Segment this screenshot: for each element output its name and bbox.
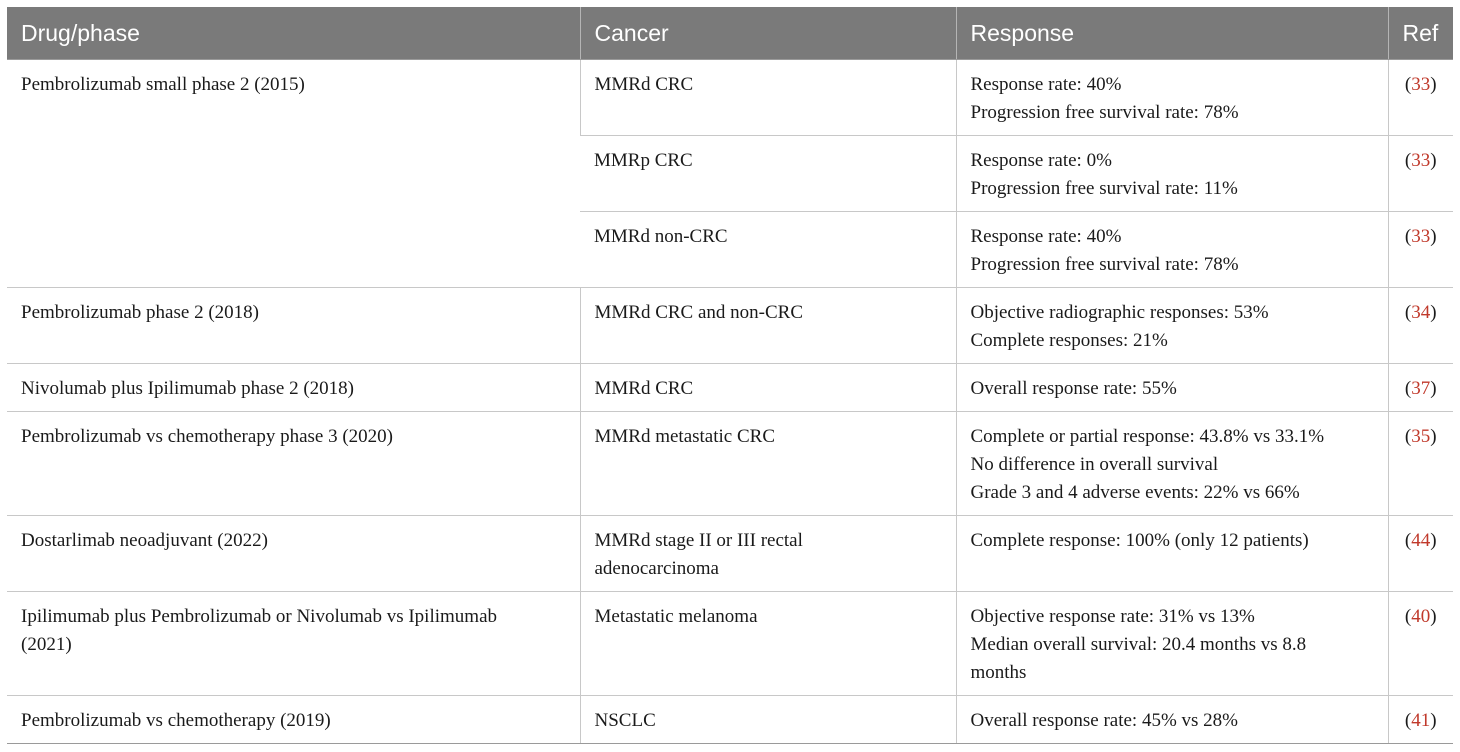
cancer-cell: MMRd CRC (580, 364, 956, 412)
response-cell (956, 592, 1388, 696)
table-row (7, 516, 1453, 592)
ref-link[interactable]: 44 (1411, 530, 1431, 551)
cancer-cell: NSCLC (580, 696, 956, 744)
ref-cell: (37) (1388, 364, 1453, 412)
response-line: Complete responses: 21% (970, 330, 1168, 351)
cancer-cell: MMRd CRC and non-CRC (580, 288, 956, 364)
ref-cell: (34) (1388, 288, 1453, 364)
cancer-cell: MMRd CRC (580, 60, 956, 136)
drug-cell: Pembrolizumab vs chemotherapy phase 3 (2020) (7, 412, 580, 516)
ref-cell: (33) (1388, 60, 1453, 136)
ref-link[interactable]: 35 (1411, 426, 1431, 447)
table-row (7, 60, 1453, 136)
response-cell (956, 60, 1388, 136)
ref-cell: (33) (1388, 212, 1453, 288)
response-line: Response rate: 0% (970, 150, 1112, 171)
ref-link[interactable]: 33 (1411, 150, 1431, 171)
drug-cell: Pembrolizumab vs chemotherapy (2019) (7, 696, 580, 744)
cancer-cell: MMRd non-CRC (580, 212, 956, 288)
table-row (7, 696, 1453, 744)
table-row (7, 288, 1453, 364)
cancer-cell: Metastatic melanoma (580, 592, 956, 696)
table-row (7, 592, 1453, 696)
ref-link[interactable]: 33 (1411, 226, 1431, 247)
ref-cell: (40) (1388, 592, 1453, 696)
response-cell (956, 516, 1388, 592)
drug-line: Ipilimumab plus Pembrolizumab or Nivolumab vs Ipilimumab (21, 606, 498, 627)
response-line: Progression free survival rate: 78% (970, 102, 1239, 123)
drug-cell (7, 592, 580, 696)
cancer-cell: MMRp CRC (580, 136, 956, 212)
response-cell (956, 288, 1388, 364)
response-line: Grade 3 and 4 adverse events: 22% vs 66% (970, 482, 1300, 503)
header-drug-phase: Drug/phase (7, 7, 580, 60)
response-line: Objective response rate: 31% vs 13% (970, 606, 1255, 627)
response-line: Overall response rate: 55% (970, 378, 1177, 399)
drug-line: (2021) (21, 634, 72, 655)
response-cell (956, 696, 1388, 744)
response-line: Response rate: 40% (970, 74, 1122, 95)
header-ref: Ref (1388, 7, 1453, 60)
ref-link[interactable]: 34 (1411, 302, 1431, 323)
header-response: Response (956, 7, 1388, 60)
response-line: Objective radiographic responses: 53% (970, 302, 1269, 323)
trials-table (7, 7, 1453, 744)
drug-cell: Dostarlimab neoadjuvant (2022) (7, 516, 580, 592)
table-row (7, 412, 1453, 516)
header-row (7, 7, 1453, 60)
ref-link[interactable]: 37 (1411, 378, 1431, 399)
drug-cell: Pembrolizumab phase 2 (2018) (7, 288, 580, 364)
ref-cell: (33) (1388, 136, 1453, 212)
response-cell (956, 412, 1388, 516)
response-line: No difference in overall survival (970, 454, 1219, 475)
response-line: Progression free survival rate: 78% (970, 254, 1239, 275)
response-cell (956, 212, 1388, 288)
cancer-line: MMRd stage II or III rectal (594, 530, 803, 551)
response-cell (956, 136, 1388, 212)
cancer-cell: MMRd metastatic CRC (580, 412, 956, 516)
ref-cell: (41) (1388, 696, 1453, 744)
response-line: Median overall survival: 20.4 months vs 8.8 (970, 634, 1307, 655)
ref-link[interactable]: 40 (1411, 606, 1431, 627)
drug-cell: Nivolumab plus Ipilimumab phase 2 (2018) (7, 364, 580, 412)
header-cancer: Cancer (580, 7, 956, 60)
table-row (7, 364, 1453, 412)
response-line: Complete response: 100% (only 12 patients) (970, 530, 1309, 551)
ref-link[interactable]: 41 (1411, 710, 1431, 731)
drug-cell: Pembrolizumab small phase 2 (2015) (7, 60, 580, 288)
response-line: Complete or partial response: 43.8% vs 33.1% (970, 426, 1325, 447)
cancer-cell (580, 516, 956, 592)
response-line: months (970, 662, 1027, 683)
response-cell (956, 364, 1388, 412)
ref-cell: (35) (1388, 412, 1453, 516)
ref-link[interactable]: 33 (1411, 74, 1431, 95)
response-line: Progression free survival rate: 11% (970, 178, 1238, 199)
response-line: Response rate: 40% (970, 226, 1122, 247)
response-line: Overall response rate: 45% vs 28% (970, 710, 1239, 731)
cancer-line: adenocarcinoma (594, 558, 719, 579)
ref-cell: (44) (1388, 516, 1453, 592)
